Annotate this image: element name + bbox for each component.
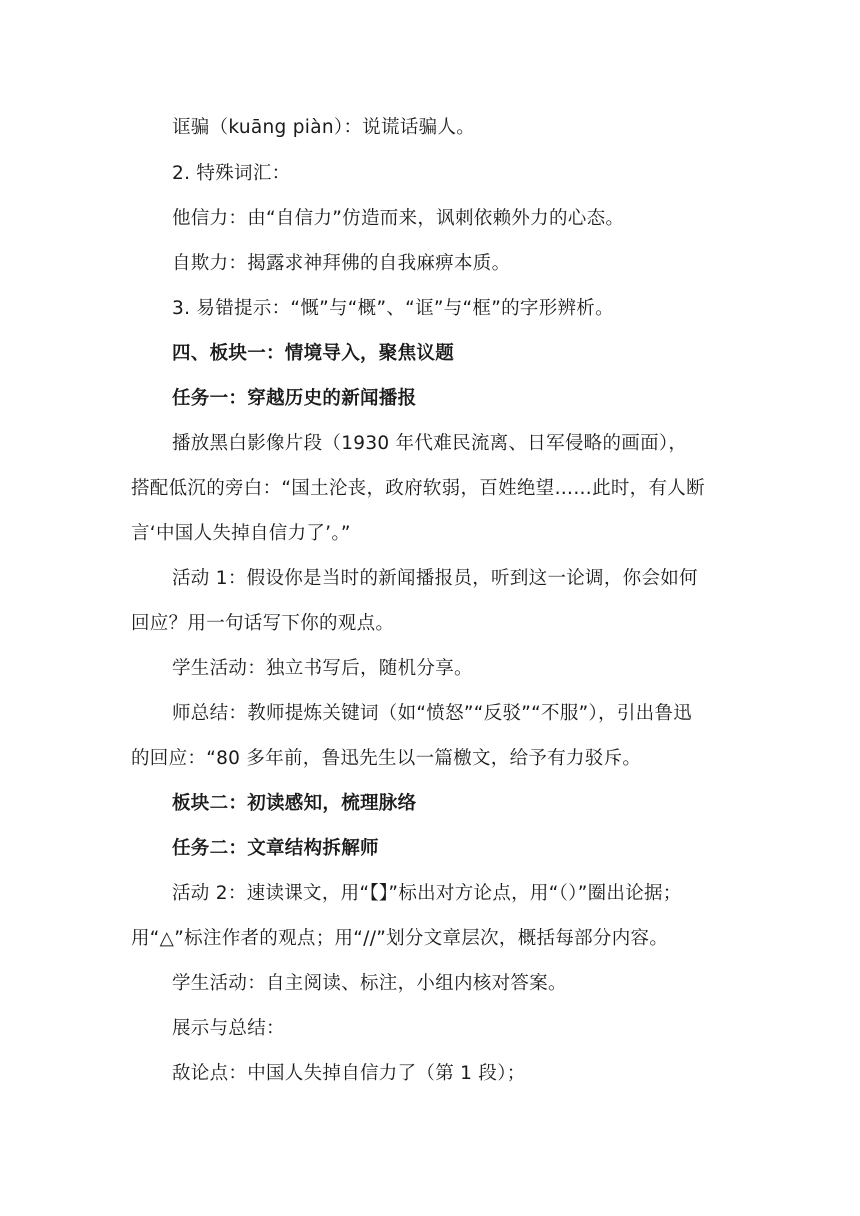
teacher-summary-line2: 的回应：“80 多年前，鲁迅先生以一篇檄文，给予有力驳斥。 (131, 748, 642, 769)
enemy-thesis: 敌论点：中国人失掉自信力了（第 1 段）； (172, 1063, 526, 1084)
teacher-summary-line1: 师总结：教师提炼关键词（如“愤怒”“反驳”“不服”），引出鲁迅 (172, 703, 693, 724)
paragraph-video-line3: 言‘中国人失掉自信力了’。” (131, 523, 351, 544)
paragraph-video-line2: 搭配低沉的旁白：“国土沦丧，政府软弱，百姓绝望……此时，有人断 (131, 478, 705, 499)
student-activity-two: 学生活动：自主阅读、标注，小组内核对答案。 (172, 973, 567, 994)
task-two-heading: 任务二：文章结构拆解师 (172, 838, 379, 859)
activity-one-line2: 回应？用一句话写下你的观点。 (131, 613, 395, 634)
paragraph-video-line1: 播放黑白影像片段（1930 年代难民流离、日军侵略的画面）， (172, 433, 688, 454)
activity-two-line2: 用“△”标注作者的观点；用“//”划分文章层次，概括每部分内容。 (131, 928, 669, 949)
definition-taxinli: 他信力：由“自信力”仿造而来，讽刺依赖外力的心态。 (172, 208, 625, 229)
student-activity-one: 学生活动：独立书写后，随机分享。 (172, 658, 473, 679)
activity-two-line1: 活动 2：速读课文，用“【】”标出对方论点，用“（）”圈出论据； (172, 883, 682, 904)
section-heading-module-one: 四、板块一：情境导入，聚焦议题 (172, 343, 455, 364)
special-vocab-heading: 2. 特殊词汇： (172, 163, 291, 184)
error-tip: 3. 易错提示：“慨”与“概”、“诓”与“框”的字形辨析。 (172, 298, 614, 319)
definition-kuangpian: 诓骗（kuāng piàn）：说谎话骗人。 (172, 117, 476, 138)
display-summary-heading: 展示与总结： (172, 1018, 285, 1039)
activity-one-line1: 活动 1：假设你是当时的新闻播报员，听到这一论调，你会如何 (172, 568, 698, 589)
definition-ziqili: 自欺力：揭露求神拜佛的自我麻痹本质。 (172, 253, 511, 274)
section-heading-module-two: 板块二：初读感知，梳理脉络 (172, 793, 417, 814)
task-one-heading: 任务一：穿越历史的新闻播报 (172, 388, 417, 409)
